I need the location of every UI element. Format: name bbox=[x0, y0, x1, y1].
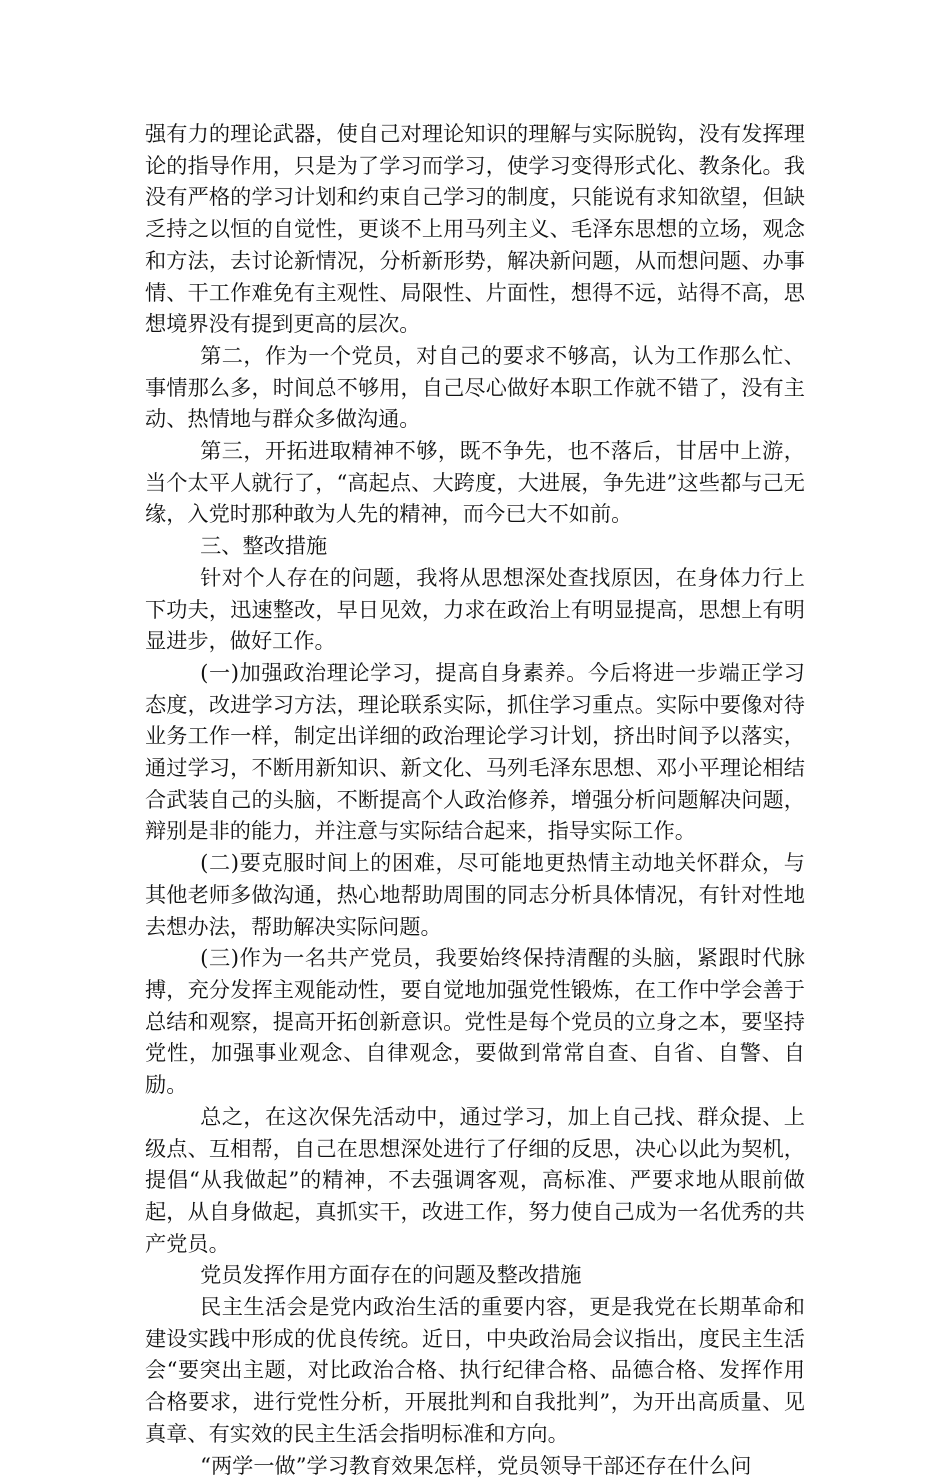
section-heading-rectification: 三、整改措施 bbox=[200, 533, 328, 559]
paragraph-measure-one: (一)加强政治理论学习，提高自身素养。今后将进一步端正学习态度，改进学习方法，理论联系实际，抓住学习重点。实际中要像对待业务工作一样，制定出详细的政治理论学习计划，挤出时间予以落实，通过学习，不断用新知识、新文化、马列毛泽东思想、邓小平理论相结合武装自己的头脑，不断提高个人政治修养，增强分析问题解决问题，辩别是非的能力，并注意与实际结合起来，指导实际工作。 bbox=[145, 659, 805, 844]
paragraph-two-studies: “两学一做”学习教育效果怎样，党员领导干部还存在什么问 bbox=[200, 1452, 752, 1478]
paragraph-measure-two: (二)要克服时间上的困难，尽可能地更热情主动地关怀群众，与其他老师多做沟通，热心地帮助周围的同志分析具体情况，有针对性地去想办法，帮助解决实际问题。 bbox=[145, 850, 805, 939]
paragraph-measure-three: (三)作为一名共产党员，我要始终保持清醒的头脑，紧跟时代脉搏，充分发挥主观能动性，要自觉地加强党性锻炼，在工作中学会善于总结和观察，提高开拓创新意识。党性是每个党员的立身之本，要坚持党性，加强事业观念、自律观念，要做到常常自查、自省、自警、自励。 bbox=[145, 945, 805, 1098]
paragraph-theory-detached: 强有力的理论武器，使自己对理论知识的理解与实际脱钩，没有发挥理论的指导作用，只是为了学习而学习，使学习变得形式化、教条化。我没有严格的学习计划和约束自己学习的制度，只能说有求知欲望，但缺乏持之以恒的自觉性，更谈不上用马列主义、毛泽东思想的立场，观念和方法，去讨论新情况，分析新形势，解决新问题，从而想问题、办事情、干工作难免有主观性、局限性、片面性，想得不远，站得不高，思想境界没有提到更高的层次。 bbox=[145, 121, 805, 337]
paragraph-democratic-life: 民主生活会是党内政治生活的重要内容，更是我党在长期革命和建设实践中形成的优良传统。近日，中央政治局会议指出，度民主生活会“要突出主题，对比政治合格、执行纪律合格、品德合格、发挥作用合格要求，进行党性分析，开展批判和自我批判”，为开出高质量、见真章、有实效的民主生活会指明标准和方向。 bbox=[145, 1294, 805, 1446]
paragraph-second-point: 第二，作为一个党员，对自己的要求不够高，认为工作那么忙、事情那么多，时间总不够用，自己尽心做好本职工作就不错了，没有主动、热情地与群众多做沟通。 bbox=[145, 342, 805, 432]
paragraph-third-point: 第三，开拓进取精神不够，既不争先，也不落后，甘居中上游，当个太平人就行了，“高起点、大跨度，大进展，争先进”这些都与己无缘，入党时那种敢为人先的精神，而今已大不如前。 bbox=[145, 438, 805, 527]
paragraph-summary: 总之，在这次保先活动中，通过学习，加上自己找、群众提、上级点、互相帮，自己在思想深处进行了仔细的反思，决心以此为契机，提倡“从我做起”的精神，不去强调客观，高标准、严要求地从眼前做起，从自身做起，真抓实干，改进工作，努力使自己成为一名优秀的共产党员。 bbox=[145, 1103, 805, 1256]
paragraph-rectification-intro: 针对个人存在的问题，我将从思想深处查找原因，在身体力行上下功夫，迅速整改，早日见效，力求在政治上有明显提高，思想上有明显进步，做好工作。 bbox=[145, 564, 805, 654]
article-title: 党员发挥作用方面存在的问题及整改措施 bbox=[200, 1262, 582, 1288]
document-page bbox=[145, 118, 805, 1481]
